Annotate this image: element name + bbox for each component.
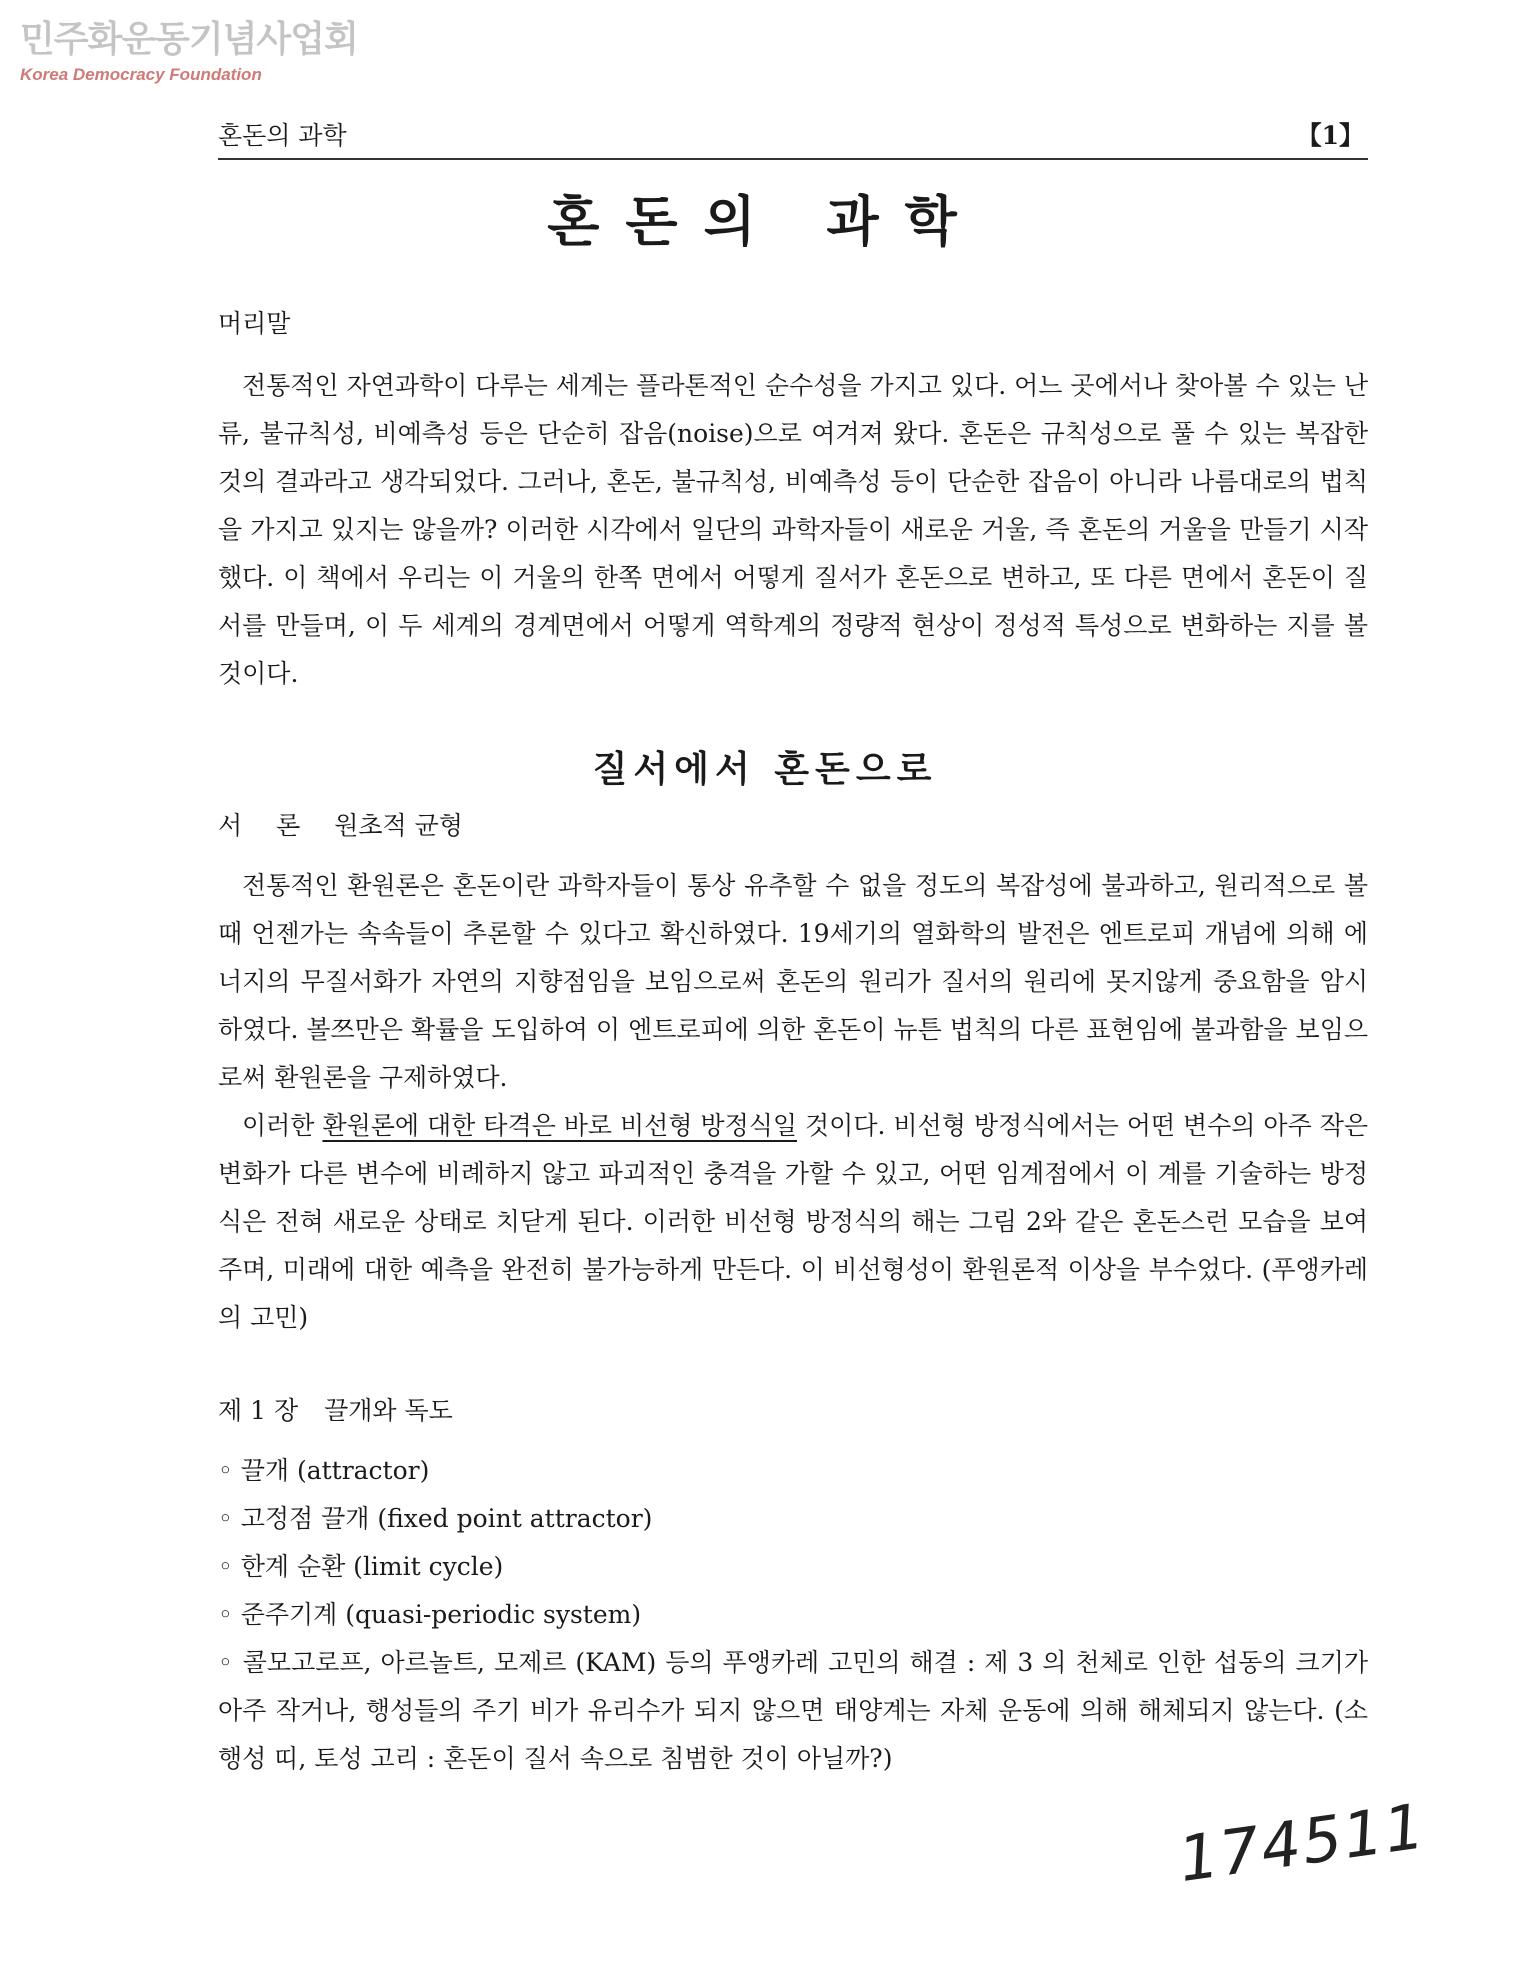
chapter-bullet-list [218,1447,1368,1783]
chapter-title: 끌개와 독도 [324,1396,453,1425]
section-paragraph-1: 전통적인 환원론은 혼돈이란 과학자들이 통상 유추할 수 없을 정도의 복잡성에 불과하고, 원리적으로 볼 때 언젠가는 속속들이 추론할 수 있다고 확신하였다. 19세기의 열화학의 발전은 엔트로피 개념에 의해 에너지의 무질서화가 자연의 지향점임을 보임으로써 혼돈의 원리가 질서의 원리에 못지않게 중요함을 암시하였다. 볼쯔만은 확률을 도입하여 이 엔트로피에 의한 혼돈이 뉴튼 법칙의 다른 표현임에 불과함을 보임으로써 환원론을 구제하였다. [218,871,1368,1092]
page-number: 【1】 [1296,121,1364,150]
list-item: ◦ 고정점 끌개 (fixed point attractor) [218,1504,653,1533]
section-paragraph-2 [218,1102,1368,1342]
list-item: ◦ 한계 순환 (limit cycle) [218,1552,504,1581]
chapter-heading [218,1394,471,1428]
preface-paragraph: 전통적인 자연과학이 다루는 세계는 플라톤적인 순수성을 가지고 있다. 어느 곳에서나 찾아볼 수 있는 난류, 불규칙성, 비예측성 등은 단순히 잡음(noise)으로 여겨져 왔다. 혼돈은 규칙성으로 풀 수 있는 복잡한 것의 결과라고 생각되었다. 그러나, 혼돈, 불규칙성, 비예측성 등이 단순한 잡음이 아니라 나름대로의 법칙을 가지고 있지는 않을까? 이러한 시각에서 일단의 과학자들이 새로운 거울, 즉 혼돈의 거울을 만들기 시작했다. 이 책에서 우리는 이 거울의 한쪽 면에서 어떻게 질서가 혼돈으로 변하고, 또 다른 면에서 혼돈이 질서를 만들며, 이 두 세계의 경계면에서 어떻게 역학계의 정량적 현상이 정성적 특성으로 변화하는 지를 볼 것이다. [218,371,1368,688]
watermark-english: Korea Democracy Foundation [20,65,262,84]
running-title: 혼돈의 과학 [218,121,347,150]
preface-label: 머리말 [218,309,291,338]
chapter-number: 제 1 장 [218,1396,299,1425]
section-subheading [218,809,489,843]
running-header [218,120,1368,160]
list-item: ◦ 콜모고로프, 아르놀트, 모제르 (KAM) 등의 푸앵카레 고민의 해결 : 제 3 의 천체로 인한 섭동의 크기가 아주 작거나, 행성들의 주기 비가 유리수가 되지 않으면 태양계는 자체 운동에 의해 해체되지 않는다. (소행성 띠, 토성 고리 : 혼돈이 질서 속으로 침범한 것이 아닐까?) [218,1648,1368,1773]
underlined-phrase: 환원론에 대한 타격은 바로 비선형 방정식일 [322,1111,798,1140]
handwritten-number: 174511 [1174,1789,1431,1896]
list-item: ◦ 준주기계 (quasi-periodic system) [218,1600,642,1629]
paragraph-2-rest: 것이다. 비선형 방정식에서는 어떤 변수의 아주 작은 변화가 다른 변수에 비례하지 않고 파괴적인 충격을 가할 수 있고, 어떤 임계점에서 이 계를 기술하는 방정식은 전혀 새로운 상태로 치닫게 된다. 이러한 비선형 방정식의 해는 그림 2와 같은 혼돈스런 모습을 보여주며, 미래에 대한 예측을 완전히 불가능하게 만든다. 이 비선형성이 환원론적 이상을 부수었다. (푸앵카레의 고민) [218,1111,1369,1332]
section-title: 질서에서 혼돈으로 [592,749,938,790]
subheading-label-1: 서 [218,811,243,840]
list-item: ◦ 끌개 (attractor) [218,1456,430,1485]
watermark-korean: 민주화운동기념사업회 [20,19,358,60]
watermark-logo [20,18,358,86]
document-title: 혼돈의 과학 [547,189,983,253]
subheading-title: 원초적 균형 [334,811,463,840]
subheading-label-2: 론 [276,811,301,840]
paragraph-2-start: 이러한 [242,1111,323,1140]
